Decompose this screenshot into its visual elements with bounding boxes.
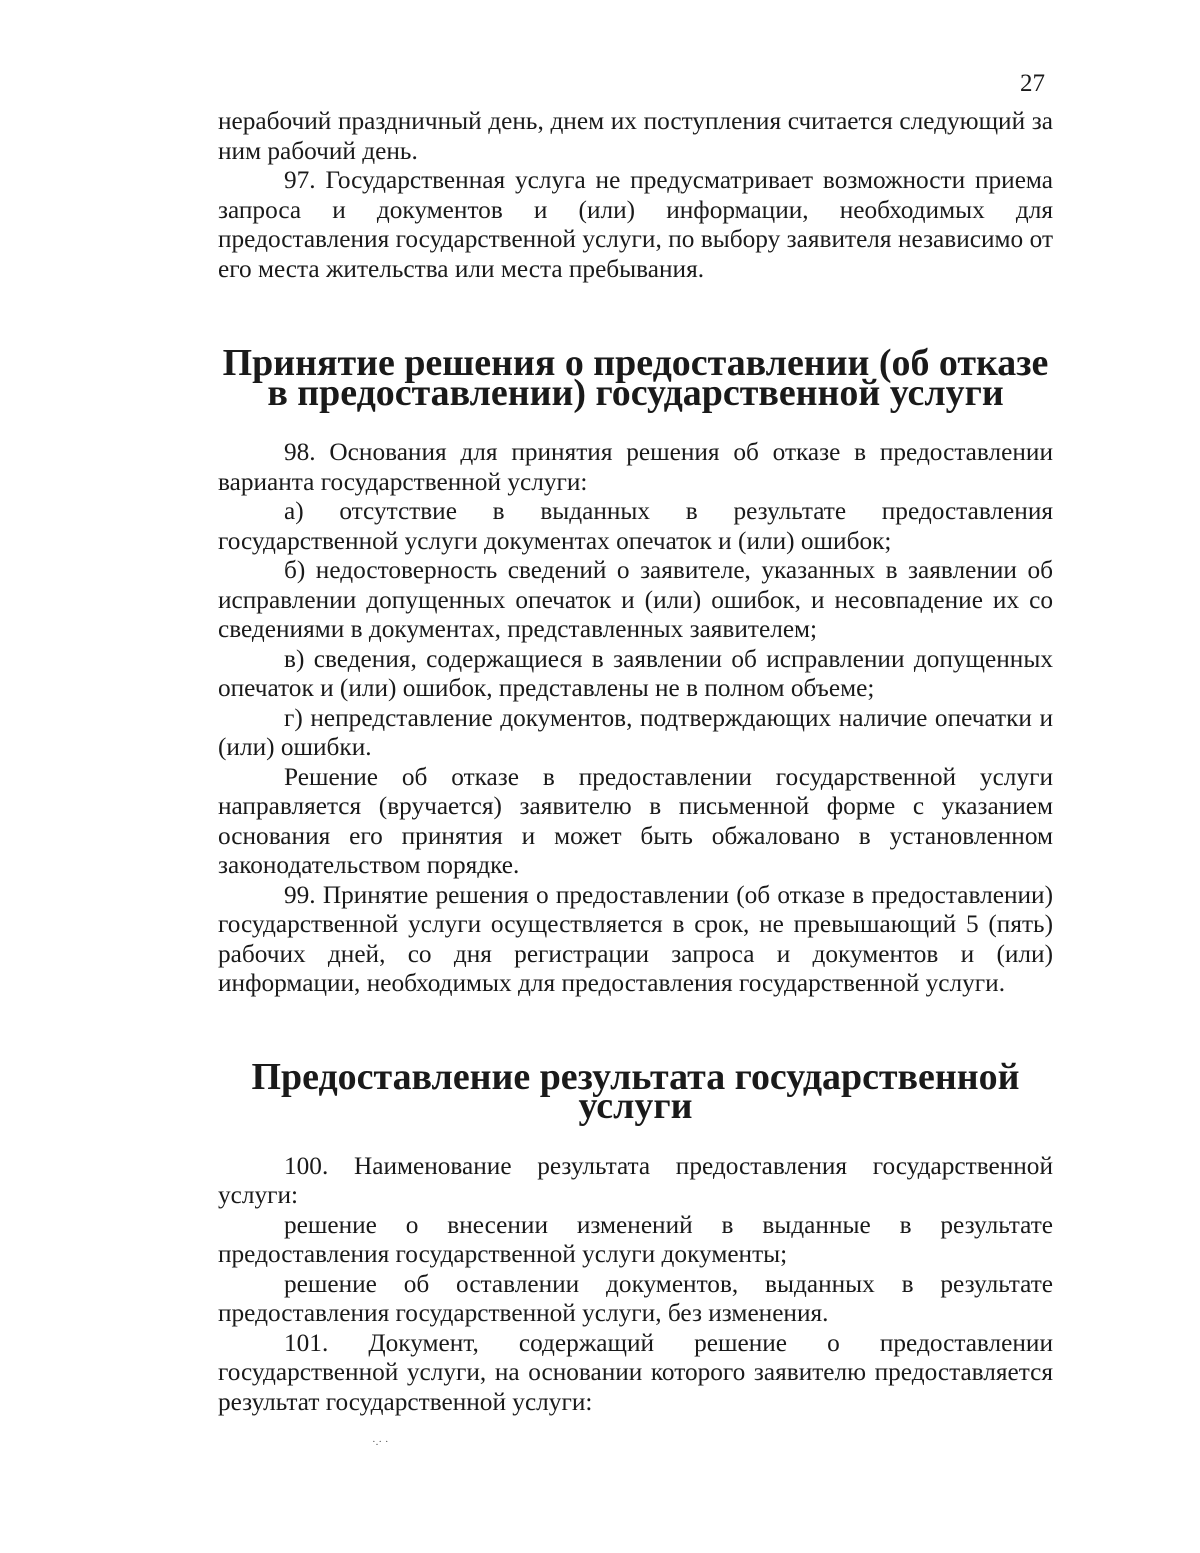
- paragraph-100: 100. Наименование результата предоставления государственной услуги:: [218, 1151, 1053, 1209]
- paragraph-continuation: нерабочий праздничный день, днем их поступления считается следующий за ним рабочий день.: [218, 107, 1053, 165]
- document-body: [218, 107, 1053, 1417]
- list-item-v: в) сведения, содержащиеся в заявлении об исправлении допущенных опечаток и (или) ошибок, представлены не в полном объеме;: [218, 644, 1053, 702]
- paragraph-97: 97. Государственная услуга не предусматривает возможности приема запроса и документов и (или) информации, необходимых для предоставления государственной услуги, по выбору заявителя независимо от его места жительства или места пребывания.: [218, 166, 1053, 283]
- paragraph-refusal-decision: Решение об отказе в предоставлении государственной услуги направляется (вручается) заявителю в письменной форме с указанием основания его принятия и может быть обжаловано в установленном законодательством порядке.: [218, 762, 1053, 879]
- section-heading-result: Предоставление результата государственной услуги: [251, 1055, 1020, 1127]
- paragraph-101: 101. Документ, содержащий решение о предоставлении государственной услуги, на основании которого заявителю предоставляется результат государственной услуги:: [218, 1328, 1053, 1416]
- list-item-a: а) отсутствие в выданных в результате предоставления государственной услуги документах опечаток и (или) ошибок;: [218, 497, 1053, 555]
- section-heading-decision: [218, 342, 1053, 414]
- scan-speck: ·.· ·: [372, 1436, 389, 1448]
- section-heading-decision-line2: в предоставлении) государственной услуги: [267, 371, 1004, 414]
- list-item-g: г) непредставление документов, подтверждающих наличие опечатки и (или) ошибки.: [218, 703, 1053, 761]
- result-item-no-changes: решение об оставлении документов, выданных в результате предоставления государственной услуги, без изменения.: [218, 1269, 1053, 1327]
- result-item-changes: решение о внесении изменений в выданные в результате предоставления государственной услуги документы;: [218, 1210, 1053, 1268]
- paragraph-98: 98. Основания для принятия решения об отказе в предоставлении варианта государственной услуги:: [218, 438, 1053, 496]
- section-heading-decision-line1: Принятие решения о предоставлении (об отказе: [222, 342, 1049, 384]
- list-item-b: б) недостоверность сведений о заявителе, указанных в заявлении об исправлении допущенных опечаток и (или) ошибок, и несовпадение их со сведениями в документах, представленных заявителем;: [218, 556, 1053, 643]
- page-number: 27: [1020, 70, 1045, 97]
- paragraph-99: 99. Принятие решения о предоставлении (об отказе в предоставлении) государственной услуги осуществляется в срок, не превышающий 5 (пять) рабочих дней, со дня регистрации запроса и документов и (или) информации, необходимых для предоставления государственной услуги.: [218, 880, 1053, 997]
